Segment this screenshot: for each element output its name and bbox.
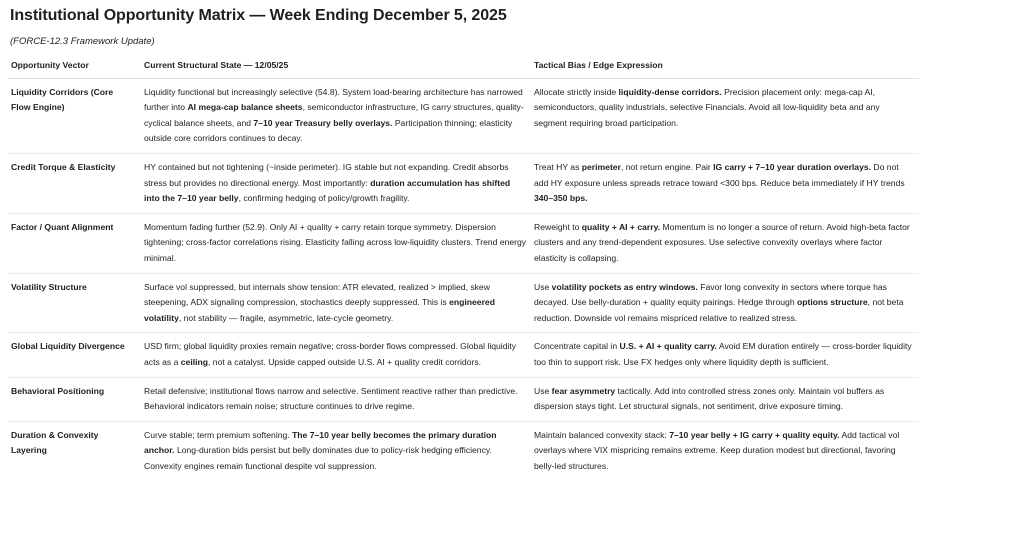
body-text: , not return engine. Pair bbox=[620, 161, 714, 172]
body-text: USD firm; global liquidity proxies remain negative; cross-border flows compressed. Global liquidity acts as a bbox=[144, 341, 517, 367]
body-text: , not beta reduction. Downside vol remains mispriced relative to realized stress. bbox=[534, 297, 904, 323]
body-text: Liquidity functional but increasingly selective (54.8). System load-bearing architecture has narrowed further into bbox=[144, 86, 523, 113]
cell-tactical-bias bbox=[531, 213, 919, 273]
body-text: Precision placement only: mega-cap AI, semiconductors, quality industrials, selective Financials. Avoid all low-liquidity beta and any segment requiring broad participation. bbox=[534, 86, 880, 128]
cell-structural-state bbox=[141, 333, 531, 377]
table-row bbox=[8, 153, 919, 213]
emphasis-text: The 7–10 year belly becomes the primary duration anchor. bbox=[144, 429, 497, 456]
emphasis-text: duration accumulation has shifted into the 7–10 year belly bbox=[144, 177, 511, 204]
body-text: Use bbox=[534, 385, 552, 396]
cell-opportunity-vector: Global Liquidity Divergence bbox=[8, 333, 141, 377]
table-row bbox=[8, 78, 919, 153]
cell-opportunity-vector: Volatility Structure bbox=[8, 273, 141, 333]
body-text: HY contained but not tightening (~inside perimeter). IG stable but not expanding. Credit absorbs stress but provides no directional energy. Most importantly: bbox=[144, 161, 509, 188]
cell-tactical-bias bbox=[531, 377, 919, 421]
body-text: tactically. Add into controlled stress zones only. Maintain vol buffers as dispersion stays tight. Let structural signals, not sentiment, drive exposure timing. bbox=[534, 385, 885, 412]
body-text: , confirming hedging of policy/growth fragility. bbox=[238, 193, 410, 204]
cell-structural-state bbox=[141, 377, 531, 421]
emphasis-text: liquidity-dense corridors. bbox=[618, 86, 722, 97]
table-row bbox=[8, 333, 919, 377]
cell-structural-state bbox=[141, 273, 531, 333]
emphasis-text: 7–10 year belly + IG carry + quality equity. bbox=[669, 429, 840, 440]
emphasis-text: ceiling bbox=[180, 356, 209, 367]
body-text: Retail defensive; institutional flows narrow and selective. Sentiment reactive rather than predictive. Behavioral indicators remain noise; structure continues to drive regime. bbox=[144, 385, 518, 412]
table-row bbox=[8, 377, 919, 421]
body-text: Momentum is no longer a source of return. Avoid high-beta factor clusters and any trend-dependent exposures. Use selective convexity overlays where factor elasticity is collapsing. bbox=[534, 221, 910, 263]
emphasis-text: perimeter bbox=[581, 161, 621, 172]
opportunity-matrix-table bbox=[8, 56, 919, 480]
body-text: Favor long convexity in sectors where torque has decayed. Use belly-duration + quality equity pairings. Hedge through bbox=[534, 281, 887, 308]
table-row bbox=[8, 421, 919, 480]
emphasis-text: AI mega-cap balance sheets bbox=[187, 102, 303, 113]
emphasis-text: 340–350 bps. bbox=[534, 193, 588, 204]
column-header-state: Current Structural State — 12/05/25 bbox=[141, 56, 531, 78]
body-text: Participation thinning; elasticity outside core corridors continues to decay. bbox=[144, 117, 513, 144]
body-text: Concentrate capital in bbox=[534, 341, 620, 352]
emphasis-text: fear asymmetry bbox=[551, 385, 616, 396]
body-text: Treat HY as bbox=[534, 161, 582, 172]
page-subtitle: (FORCE-12.3 Framework Update) bbox=[10, 36, 155, 47]
body-text: Surface vol suppressed, but internals show tension: ATR elevated, realized > implied, skew steepening, ADX signaling compression, stochastics deeply suppressed. This is bbox=[144, 281, 490, 308]
table-header-row bbox=[8, 56, 919, 78]
cell-opportunity-vector: Credit Torque & Elasticity bbox=[8, 153, 141, 213]
cell-tactical-bias bbox=[531, 333, 919, 377]
emphasis-text: options structure bbox=[797, 297, 868, 308]
cell-structural-state bbox=[141, 78, 531, 153]
body-text: Momentum fading further (52.9). Only AI + quality + carry retain torque symmetry. Dispersion tightening; cross-factor correlations rising. Elasticity falling across low-liquidity clusters. Trend energy minimal. bbox=[144, 221, 527, 263]
body-text: Use bbox=[534, 281, 552, 292]
cell-tactical-bias bbox=[531, 421, 919, 480]
body-text: , not stability — fragile, asymmetric, late-cycle geometry. bbox=[178, 312, 394, 323]
emphasis-text: quality + AI + carry. bbox=[581, 221, 661, 232]
body-text: Avoid EM duration entirely — cross-border liquidity too thin to support risk. Use FX hedges only where liquidity depth is sufficient. bbox=[534, 341, 912, 367]
body-text: , semiconductor infrastructure, IG carry structures, quality-cyclical balance sheets, and bbox=[144, 102, 524, 128]
cell-opportunity-vector: Liquidity Corridors (Core Flow Engine) bbox=[8, 78, 141, 153]
cell-tactical-bias bbox=[531, 78, 919, 153]
page-title: Institutional Opportunity Matrix — Week Ending December 5, 2025 bbox=[10, 7, 507, 24]
cell-structural-state bbox=[141, 153, 531, 213]
cell-tactical-bias bbox=[531, 273, 919, 333]
body-text: Add tactical vol overlays where VIX mispricing remains extreme. Keep duration modest but directional, favoring belly-led structures. bbox=[534, 429, 900, 471]
body-text: Do not add HY exposure unless spreads retrace toward <300 bps. Reduce beta immediately if HY trends bbox=[534, 161, 905, 188]
table-row bbox=[8, 273, 919, 333]
column-header-bias: Tactical Bias / Edge Expression bbox=[531, 56, 919, 78]
body-text: Maintain balanced convexity stack: bbox=[534, 429, 670, 440]
column-header-vector: Opportunity Vector bbox=[8, 56, 141, 78]
body-text: , not a catalyst. Upside capped outside U.S. AI + quality credit corridors. bbox=[208, 356, 482, 367]
table-body bbox=[8, 78, 919, 480]
emphasis-text: volatility pockets as entry windows. bbox=[551, 281, 698, 292]
emphasis-text: U.S. + AI + quality carry. bbox=[619, 341, 717, 352]
body-text: Reweight to bbox=[534, 221, 582, 232]
body-text: Allocate strictly inside bbox=[534, 86, 619, 97]
table-row bbox=[8, 213, 919, 273]
body-text: Curve stable; term premium softening. bbox=[144, 429, 293, 440]
body-text: Long-duration bids persist but belly dominates due to policy-risk hedging efficiency. Convexity engines remain functional despite vol suppression. bbox=[144, 445, 492, 471]
emphasis-text: engineered volatility bbox=[144, 297, 495, 323]
cell-structural-state bbox=[141, 421, 531, 480]
cell-opportunity-vector: Behavioral Positioning bbox=[8, 377, 141, 421]
cell-opportunity-vector: Duration & Convexity Layering bbox=[11, 429, 99, 456]
cell-opportunity-vector: Factor / Quant Alignment bbox=[8, 213, 141, 273]
cell-structural-state bbox=[141, 213, 531, 273]
emphasis-text: 7–10 year Treasury belly overlays. bbox=[253, 117, 393, 128]
cell-tactical-bias bbox=[531, 153, 919, 213]
emphasis-text: IG carry + 7–10 year duration overlays. bbox=[713, 161, 872, 172]
